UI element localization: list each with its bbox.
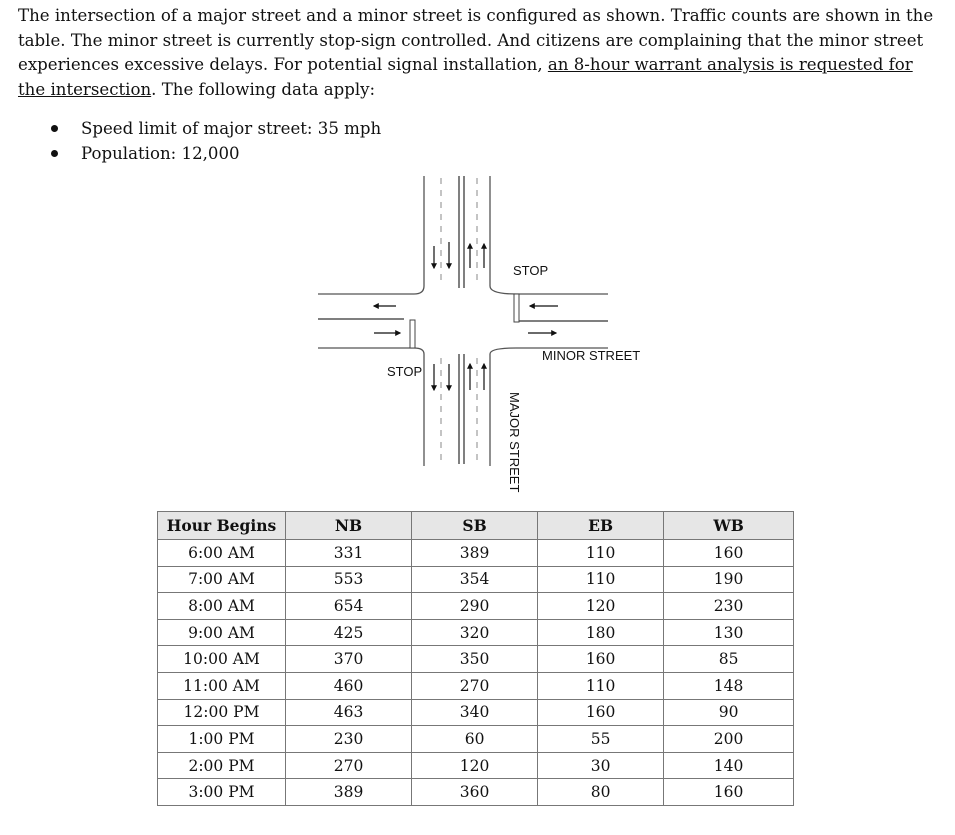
table-row (158, 619, 794, 646)
header-hour: Hour Begins (158, 512, 286, 540)
cell-wb: 148 (664, 672, 794, 699)
cell-eb: 110 (538, 672, 664, 699)
cell-hour: 6:00 AM (158, 540, 286, 567)
cell-hour: 8:00 AM (158, 593, 286, 620)
cell-nb: 553 (286, 566, 412, 593)
speed-limit-item: Speed limit of major street: 35 mph (48, 116, 381, 141)
stop-label-bottom: STOP (387, 364, 423, 379)
minor-street-label: MINOR STREET (542, 348, 641, 363)
cell-eb: 160 (538, 646, 664, 673)
cell-sb: 270 (412, 672, 538, 699)
cell-sb: 354 (412, 566, 538, 593)
table-row (158, 779, 794, 806)
cell-eb: 80 (538, 779, 664, 806)
header-sb: SB (412, 512, 538, 540)
table-row (158, 566, 794, 593)
cell-sb: 340 (412, 699, 538, 726)
cell-nb: 463 (286, 699, 412, 726)
table-header-row (158, 512, 794, 540)
cell-sb: 120 (412, 752, 538, 779)
cell-sb: 350 (412, 646, 538, 673)
cell-sb: 320 (412, 619, 538, 646)
cell-eb: 30 (538, 752, 664, 779)
table-row (158, 726, 794, 753)
cell-wb: 160 (664, 540, 794, 567)
problem-text-end: . The following data apply: (151, 79, 376, 99)
cell-eb: 180 (538, 619, 664, 646)
center-lines (318, 176, 608, 464)
cell-nb: 331 (286, 540, 412, 567)
stop-label-top: STOP (513, 263, 549, 278)
cell-wb: 190 (664, 566, 794, 593)
cell-wb: 85 (664, 646, 794, 673)
table-row (158, 699, 794, 726)
problem-paragraph (18, 4, 938, 102)
cell-eb: 55 (538, 726, 664, 753)
cell-eb: 120 (538, 593, 664, 620)
cell-nb: 654 (286, 593, 412, 620)
table-row (158, 672, 794, 699)
cell-hour: 3:00 PM (158, 779, 286, 806)
cell-hour: 10:00 AM (158, 646, 286, 673)
cell-sb: 389 (412, 540, 538, 567)
cell-wb: 140 (664, 752, 794, 779)
cell-wb: 160 (664, 779, 794, 806)
major-street-label: MAJOR STREET (507, 392, 522, 493)
cell-hour: 7:00 AM (158, 566, 286, 593)
cell-hour: 9:00 AM (158, 619, 286, 646)
traffic-counts-table (157, 511, 794, 806)
cell-hour: 1:00 PM (158, 726, 286, 753)
warrant-request-underlined: an 8-hour warrant analysis is requested for the intersection (18, 55, 913, 99)
header-wb: WB (664, 512, 794, 540)
cell-eb: 110 (538, 540, 664, 567)
stop-bars (410, 294, 519, 348)
problem-statement (18, 4, 938, 102)
table-row (158, 593, 794, 620)
cell-nb: 425 (286, 619, 412, 646)
cell-hour: 11:00 AM (158, 672, 286, 699)
table-row (158, 752, 794, 779)
table-row (158, 646, 794, 673)
cell-hour: 2:00 PM (158, 752, 286, 779)
table-row (158, 540, 794, 567)
cell-eb: 110 (538, 566, 664, 593)
table-body (158, 540, 794, 806)
cell-sb: 60 (412, 726, 538, 753)
cell-hour: 12:00 PM (158, 699, 286, 726)
cell-eb: 160 (538, 699, 664, 726)
cell-sb: 360 (412, 779, 538, 806)
cell-wb: 200 (664, 726, 794, 753)
cell-nb: 270 (286, 752, 412, 779)
problem-text: The intersection of a major street and a minor street is configured as shown. Traffic counts are shown in the table. The minor street is currently stop-sign controlled. And citizens are complaining that the minor street experiences excessive delays. For potential signal installation, (18, 6, 934, 74)
cell-sb: 290 (412, 593, 538, 620)
cell-wb: 90 (664, 699, 794, 726)
header-nb: NB (286, 512, 412, 540)
data-list (48, 116, 381, 166)
population-item: Population: 12,000 (48, 141, 381, 166)
cell-nb: 389 (286, 779, 412, 806)
cell-nb: 460 (286, 672, 412, 699)
cell-nb: 370 (286, 646, 412, 673)
cell-nb: 230 (286, 726, 412, 753)
intersection-diagram (318, 176, 648, 496)
cell-wb: 130 (664, 619, 794, 646)
header-eb: EB (538, 512, 664, 540)
cell-wb: 230 (664, 593, 794, 620)
